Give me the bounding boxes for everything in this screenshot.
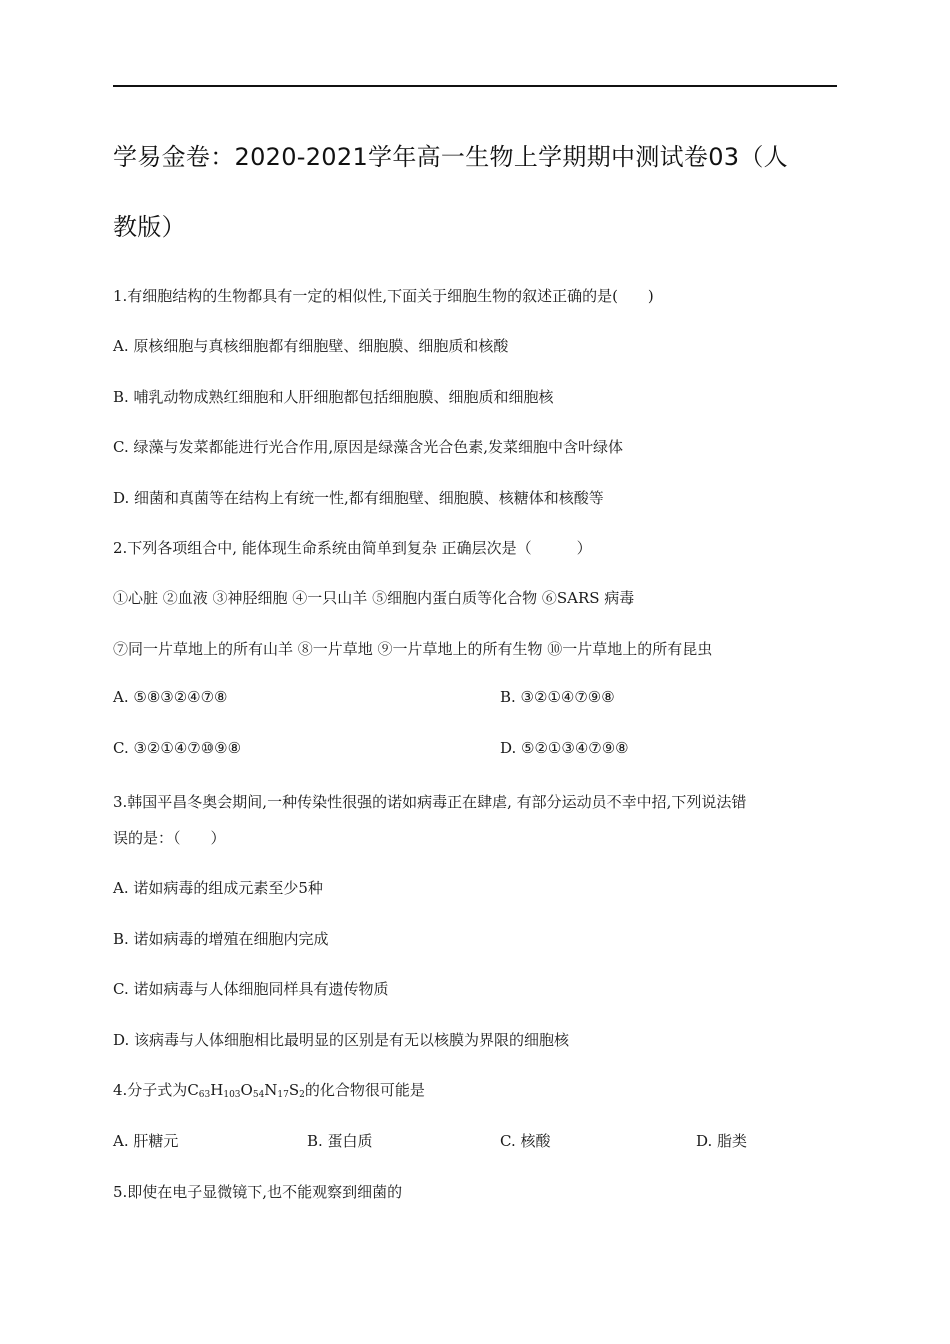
question-2-stem: 2.下列各项组合中, 能体现生命系统由简单到复杂 正确层次是（ ）: [113, 539, 592, 557]
chemical-formula: [187, 1081, 305, 1099]
formula-subscript-s: 2: [299, 1090, 305, 1100]
question-2-items-line-1: ①心脏 ②血液 ③神胫细胞 ④一只山羊 ⑤细胞内蛋白质等化合物 ⑥SARS 病毒: [113, 589, 635, 607]
question-4-option-c: C. 核酸: [500, 1132, 551, 1150]
question-1-option-a: A. 原核细胞与真核细胞都有细胞壁、细胞膜、细胞质和核酸: [113, 337, 509, 355]
question-4-stem: [113, 1079, 425, 1100]
question-4-stem-prefix: 4.分子式为: [113, 1081, 188, 1099]
document-title-line-1: 学易金卷：2020-2021学年高一生物上学期期中测试卷03（人: [113, 143, 788, 171]
formula-element-o: O: [240, 1081, 253, 1099]
formula-element-n: N: [264, 1081, 278, 1099]
question-2-option-c: C. ③②①④⑦⑩⑨⑧: [113, 739, 242, 757]
document-title-line-2: 教版）: [113, 213, 186, 241]
question-1-stem: 1.有细胞结构的生物都具有一定的相似性,下面关于细胞生物的叙述正确的是( ): [113, 287, 654, 305]
question-4-option-b: B. 蛋白质: [307, 1132, 373, 1150]
formula-element-s: S: [288, 1081, 300, 1099]
formula-subscript-n: 17: [277, 1090, 289, 1100]
question-2-option-b: B. ③②①④⑦⑨⑧: [500, 688, 615, 706]
question-3-stem-line-1: 3.韩国平昌冬奥会期间,一种传染性很强的诺如病毒正在肆虐, 有部分运动员不幸中招,下列说法错: [113, 793, 747, 811]
question-4-option-a: A. 肝糖元: [113, 1132, 179, 1150]
question-3-option-b: B. 诺如病毒的增殖在细胞内完成: [113, 930, 329, 948]
question-1-option-b: B. 哺乳动物成熟红细胞和人肝细胞都包括细胞膜、细胞质和细胞核: [113, 388, 554, 406]
question-1-option-d: D. 细菌和真菌等在结构上有统一性,都有细胞壁、细胞膜、核糖体和核酸等: [113, 489, 604, 507]
formula-subscript-c: 63: [198, 1090, 211, 1100]
question-2-items-line-2: ⑦同一片草地上的所有山羊 ⑧一片草地 ⑨一片草地上的所有生物 ⑩一片草地上的所有昆虫: [113, 640, 713, 658]
formula-subscript-o: 54: [252, 1090, 265, 1100]
formula-subscript-h: 103: [223, 1090, 241, 1100]
question-4-stem-suffix: 的化合物很可能是: [304, 1081, 425, 1099]
question-3-option-a: A. 诺如病毒的组成元素至少5种: [113, 879, 323, 897]
question-5-stem: 5.即使在电子显微镜下,也不能观察到细菌的: [113, 1183, 403, 1201]
header-rule: [113, 85, 837, 87]
question-2-option-d: D. ⑤②①③④⑦⑨⑧: [500, 739, 629, 757]
question-3-option-d: D. 该病毒与人体细胞相比最明显的区别是有无以核膜为界限的细胞核: [113, 1031, 570, 1049]
formula-element-h: H: [210, 1081, 224, 1099]
question-4-option-d: D. 脂类: [696, 1132, 748, 1150]
question-3-option-c: C. 诺如病毒与人体细胞同样具有遗传物质: [113, 980, 389, 998]
question-3-stem-line-2: 误的是：（ ）: [113, 829, 226, 847]
question-2-option-a: A. ⑤⑧③②④⑦⑧: [113, 688, 228, 706]
formula-element-c: C: [187, 1081, 199, 1099]
question-1-option-c: C. 绿藻与发菜都能进行光合作用,原因是绿藻含光合色素,发菜细胞中含叶绿体: [113, 438, 624, 456]
